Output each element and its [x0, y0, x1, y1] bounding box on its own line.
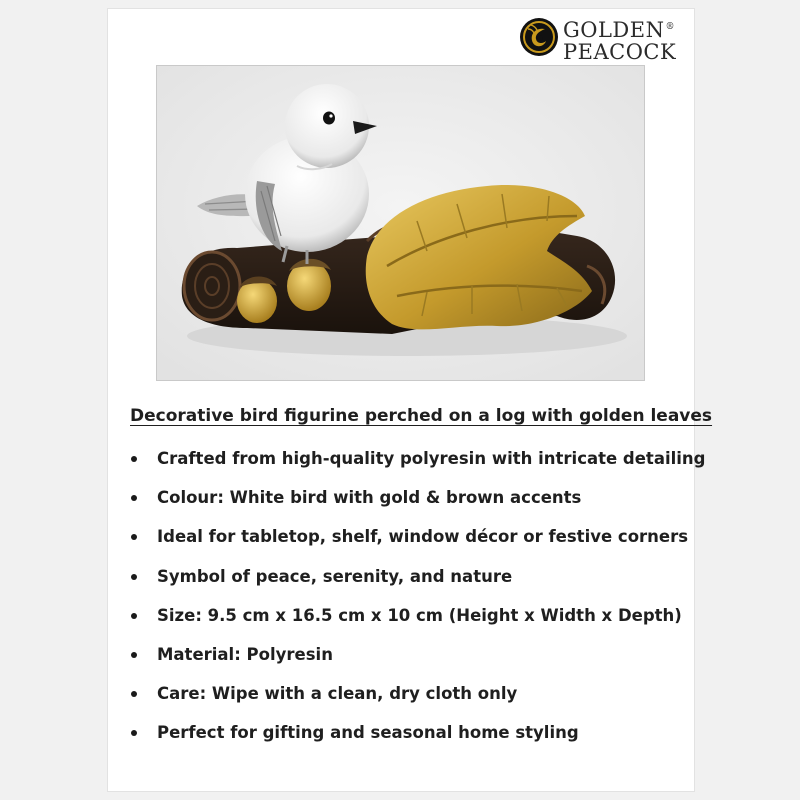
feature-item — [128, 525, 689, 564]
peacock-feather-icon — [519, 17, 559, 57]
brand-name — [563, 16, 676, 63]
product-headline: Decorative bird figurine perched on a log with golden leaves — [130, 406, 713, 426]
registered-mark: ® — [665, 22, 675, 32]
feature-item — [128, 447, 706, 486]
feature-item — [128, 486, 678, 525]
feature-list — [128, 447, 706, 761]
bullet-icon — [131, 534, 137, 540]
feature-item — [128, 682, 678, 721]
feature-item — [128, 604, 682, 643]
feature-item — [128, 643, 678, 682]
feature-item — [128, 565, 678, 604]
feature-item — [128, 721, 678, 760]
feature-text: Size: 9.5 cm x 16.5 cm x 10 cm (Height x Width x Depth) — [157, 605, 682, 625]
bullet-icon — [131, 691, 137, 697]
brand-logo — [516, 14, 684, 62]
feature-text: Symbol of peace, serenity, and nature — [157, 566, 513, 586]
feature-text: Colour: White bird with gold & brown accents — [157, 488, 582, 508]
bullet-icon — [131, 613, 137, 619]
bullet-icon — [131, 495, 137, 501]
bird-figurine-illustration — [157, 66, 644, 380]
bullet-icon — [131, 456, 137, 462]
bullet-icon — [131, 652, 137, 658]
bullet-icon — [131, 730, 137, 736]
brand-line-1: GOLDEN — [563, 18, 665, 42]
feature-text: Ideal for tabletop, shelf, window décor or festive corners — [157, 527, 689, 547]
feature-text: Perfect for gifting and seasonal home styling — [157, 723, 579, 743]
feature-text: Care: Wipe with a clean, dry cloth only — [157, 684, 518, 704]
brand-line-2: PEACOCK — [563, 40, 677, 64]
feature-text: Material: Polyresin — [157, 644, 333, 664]
feature-text: Crafted from high-quality polyresin with intricate detailing — [157, 449, 706, 468]
bullet-icon — [131, 574, 137, 580]
product-photo — [156, 65, 645, 381]
